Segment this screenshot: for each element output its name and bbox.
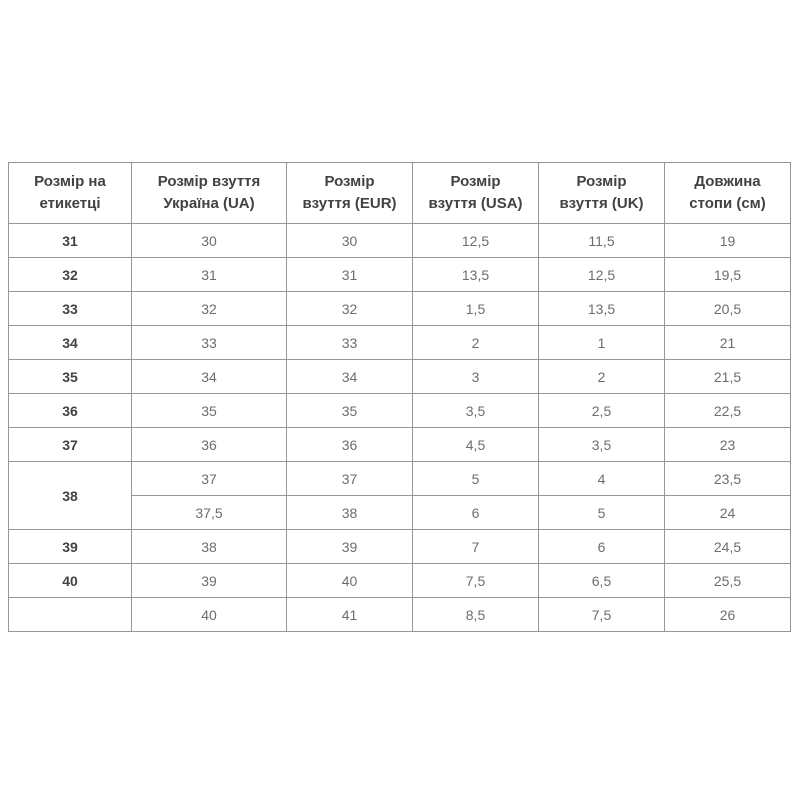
shoe-size-conversion-table — [8, 162, 791, 632]
ua-size-cell: 35 — [132, 394, 287, 428]
header-line: взуття (EUR) — [302, 195, 397, 212]
foot-length-cell: 21 — [665, 326, 791, 360]
table-row — [9, 428, 791, 462]
usa-size-cell: 7 — [413, 530, 539, 564]
label-cell: 36 — [9, 394, 132, 428]
table-row — [9, 598, 791, 632]
ua-size-cell: 37 — [132, 462, 287, 496]
eur-size-cell: 34 — [287, 360, 413, 394]
foot-length-cell: 23 — [665, 428, 791, 462]
label-cell: 32 — [9, 258, 132, 292]
eur-size-cell: 30 — [287, 224, 413, 258]
eur-size-cell: 33 — [287, 326, 413, 360]
label-cell: 40 — [9, 564, 132, 598]
table-row — [9, 258, 791, 292]
foot-length-cell: 26 — [665, 598, 791, 632]
header-line: Розмір взуття — [157, 173, 261, 191]
uk-size-cell: 6 — [539, 530, 665, 564]
header-row — [9, 163, 791, 224]
foot-length-cell: 24,5 — [665, 530, 791, 564]
usa-size-cell: 1,5 — [413, 292, 539, 326]
label-cell: 31 — [9, 224, 132, 258]
foot-length-cell: 25,5 — [665, 564, 791, 598]
usa-size-cell: 2 — [413, 326, 539, 360]
header-size-on-label — [9, 163, 132, 224]
eur-size-cell: 31 — [287, 258, 413, 292]
ua-size-cell: 30 — [132, 224, 287, 258]
header-line: Розмір — [324, 173, 375, 191]
header-line: взуття (USA) — [428, 195, 523, 212]
eur-size-cell: 39 — [287, 530, 413, 564]
uk-size-cell: 3,5 — [539, 428, 665, 462]
header-foot-length — [665, 163, 791, 224]
usa-size-cell: 12,5 — [413, 224, 539, 258]
uk-size-cell: 7,5 — [539, 598, 665, 632]
header-line: Розмір — [576, 173, 627, 191]
table-row — [9, 564, 791, 598]
header-line: етикетці — [39, 195, 101, 212]
label-cell-merged: 38 — [9, 462, 132, 530]
label-cell: 39 — [9, 530, 132, 564]
foot-length-cell: 19,5 — [665, 258, 791, 292]
uk-size-cell: 2,5 — [539, 394, 665, 428]
usa-size-cell: 5 — [413, 462, 539, 496]
eur-size-cell: 38 — [287, 496, 413, 530]
eur-size-cell: 37 — [287, 462, 413, 496]
usa-size-cell: 3 — [413, 360, 539, 394]
header-line: Розмір — [450, 173, 501, 191]
ua-size-cell: 31 — [132, 258, 287, 292]
header-size-eur — [287, 163, 413, 224]
eur-size-cell: 36 — [287, 428, 413, 462]
ua-size-cell: 40 — [132, 598, 287, 632]
usa-size-cell: 4,5 — [413, 428, 539, 462]
label-cell: 35 — [9, 360, 132, 394]
header-line: Довжина — [694, 173, 761, 191]
table-row — [9, 360, 791, 394]
header-line: взуття (UK) — [559, 195, 644, 212]
foot-length-cell: 20,5 — [665, 292, 791, 326]
table-row — [9, 394, 791, 428]
usa-size-cell: 3,5 — [413, 394, 539, 428]
eur-size-cell: 32 — [287, 292, 413, 326]
uk-size-cell: 1 — [539, 326, 665, 360]
ua-size-cell: 34 — [132, 360, 287, 394]
table-row — [9, 326, 791, 360]
header-size-ua — [132, 163, 287, 224]
label-cell-empty — [9, 598, 132, 632]
table-row — [9, 224, 791, 258]
header-line: Розмір на — [34, 173, 106, 191]
usa-size-cell: 6 — [413, 496, 539, 530]
usa-size-cell: 8,5 — [413, 598, 539, 632]
header-line: стопи (см) — [689, 195, 766, 212]
uk-size-cell: 4 — [539, 462, 665, 496]
foot-length-cell: 22,5 — [665, 394, 791, 428]
foot-length-cell: 19 — [665, 224, 791, 258]
eur-size-cell: 41 — [287, 598, 413, 632]
ua-size-cell: 33 — [132, 326, 287, 360]
uk-size-cell: 13,5 — [539, 292, 665, 326]
uk-size-cell: 6,5 — [539, 564, 665, 598]
eur-size-cell: 40 — [287, 564, 413, 598]
header-size-uk — [539, 163, 665, 224]
label-cell: 33 — [9, 292, 132, 326]
foot-length-cell: 24 — [665, 496, 791, 530]
label-cell: 37 — [9, 428, 132, 462]
uk-size-cell: 5 — [539, 496, 665, 530]
table-row — [9, 530, 791, 564]
header-size-usa — [413, 163, 539, 224]
uk-size-cell: 11,5 — [539, 224, 665, 258]
ua-size-cell: 32 — [132, 292, 287, 326]
ua-size-cell: 37,5 — [132, 496, 287, 530]
eur-size-cell: 35 — [287, 394, 413, 428]
uk-size-cell: 2 — [539, 360, 665, 394]
ua-size-cell: 39 — [132, 564, 287, 598]
ua-size-cell: 36 — [132, 428, 287, 462]
uk-size-cell: 12,5 — [539, 258, 665, 292]
label-cell: 34 — [9, 326, 132, 360]
usa-size-cell: 7,5 — [413, 564, 539, 598]
header-line: Україна (UA) — [163, 195, 255, 212]
foot-length-cell: 23,5 — [665, 462, 791, 496]
ua-size-cell: 38 — [132, 530, 287, 564]
foot-length-cell: 21,5 — [665, 360, 791, 394]
table-row — [9, 462, 791, 496]
table-row — [9, 292, 791, 326]
usa-size-cell: 13,5 — [413, 258, 539, 292]
